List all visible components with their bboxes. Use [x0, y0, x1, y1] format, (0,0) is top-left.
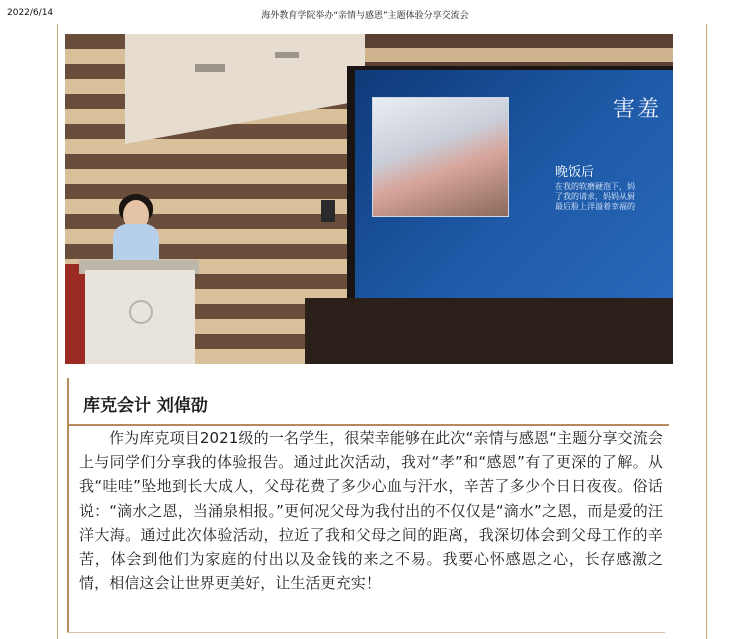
slide-line: 最后脸上洋溢着幸福的 — [555, 202, 635, 211]
wall-speaker — [321, 200, 335, 222]
ceiling-vent — [275, 52, 299, 58]
page-title: 海外教育学院举办“亲情与感恩”主题体验分享交流会 — [261, 11, 469, 21]
page-header — [0, 0, 730, 24]
speaker-name-box — [67, 378, 669, 426]
slide-text — [555, 182, 635, 212]
slide-photo — [372, 97, 509, 217]
article-paragraph: 作为库克项目2021级的一名学生，很荣幸能够在此次“亲情与感恩“主题分享交流会上与同学们分享我的体验报告。通过此次活动，我对“孝”和“感恩”有了更深的了解。从我“哇哇”坠地到长大成人，父母花费了多少心血与汗水，辛苦了多少个日日夜夜。俗话说：“滴水之恩，当涌泉相报。”更何况父母为我付出的不仅仅是“滴水”之恩，而是爱的汪洋大海。通过此次体验活动，拉近了我和父母之间的距离，我深切体会到父母工作的辛苦，体会到他们为家庭的付出以及金钱的来之不易。我要心怀感恩之心，长存感激之情，相信这会让世界更美好，让生活更充实！ — [79, 429, 663, 593]
stage-wall — [305, 298, 673, 364]
footer-rule — [67, 632, 665, 633]
print-date: 2022/6/14 — [7, 8, 54, 18]
speaker-name: 库克会计 刘倬劭 — [83, 396, 208, 416]
ceiling-vent — [195, 64, 225, 72]
right-border-rule — [706, 24, 707, 639]
slide-line: 在我的软磨硬泡下，妈 — [555, 182, 635, 191]
podium-emblem — [129, 300, 153, 324]
left-border-rule — [57, 24, 58, 639]
event-photo — [65, 34, 673, 364]
slide-line: 了我的请求，妈妈从厨 — [555, 192, 635, 201]
red-banner — [65, 264, 87, 364]
slide-title: 害羞 — [613, 97, 662, 122]
slide-subtitle: 晚饭后 — [555, 165, 595, 180]
